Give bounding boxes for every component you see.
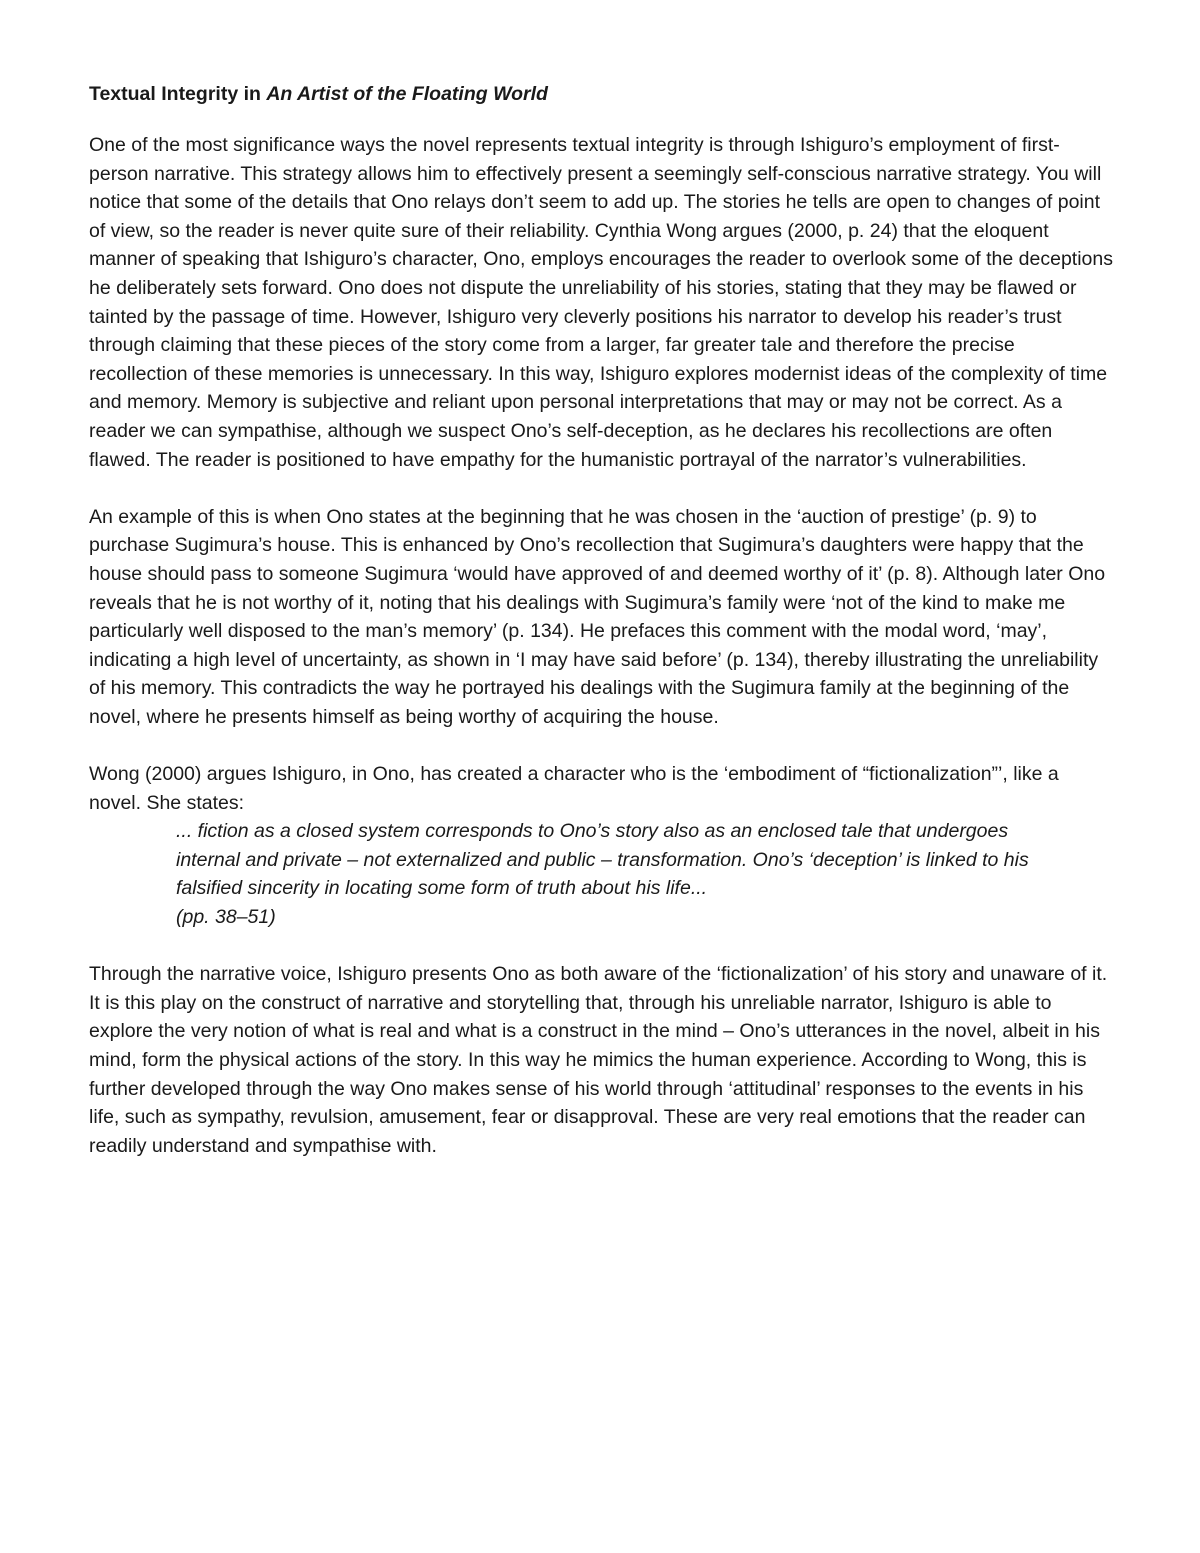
block-quote: [176, 817, 1056, 931]
title-book-name: An Artist of the Floating World: [266, 83, 548, 105]
title-prefix: Textual Integrity in: [89, 83, 267, 105]
paragraph-1: One of the most significance ways the novel represents textual integrity is through Ishiguro’s employment of first-person narrative. This strategy allows him to effectively present a seemingly self-conscious narrative strategy. You will notice that some of the details that Ono relays don’t seem to add up. The stories he tells are open to changes of point of view, so the reader is never quite sure of their reliability. Cynthia Wong argues (2000, p. 24) that the eloquent manner of speaking that Ishiguro’s character, Ono, employs encourages the reader to overlook some of the deceptions he deliberately sets forward. Ono does not dispute the unreliability of his stories, stating that they may be flawed or tainted by the passage of time. However, Ishiguro very cleverly positions his narrator to develop his reader’s trust through claiming that these pieces of the story come from a larger, far greater tale and therefore the precise recollection of these memories is unnecessary. In this way, Ishiguro explores modernist ideas of the complexity of time and memory. Memory is subjective and reliant upon personal interpretations that may or may not be correct. As a reader we can sympathise, although we suspect Ono’s self-deception, as he declares his recollections are often flawed. The reader is positioned to have empathy for the humanistic portrayal of the narrator’s vulnerabilities.: [89, 134, 1113, 471]
paragraph-3: Wong (2000) argues Ishiguro, in Ono, has created a character who is the ‘embodiment of “fictionalization”’, like a novel. She states:: [89, 763, 1059, 814]
block-quote-citation: (pp. 38–51): [176, 906, 276, 929]
document-page: [89, 80, 1113, 1160]
paragraph-2: An example of this is when Ono states at the beginning that he was chosen in the ‘auction of prestige’ (p. 9) to purchase Sugimura’s house. This is enhanced by Ono’s recollection that Sugimura’s daughters were happy that the house should pass to someone Sugimura ‘would have approved of and deemed worthy of it’ (p. 8). Although later Ono reveals that he is not worthy of it, noting that his dealings with Sugimura’s family were ‘not of the kind to make me particularly well disposed to the man’s memory’ (p. 134). He prefaces this comment with the modal word, ‘may’, indicating a high level of uncertainty, as shown in ‘I may have said before’ (p. 134), thereby illustrating the unreliability of his memory. This contradicts the way he portrayed his dealings with the Sugimura family at the beginning of the novel, where he presents himself as being worthy of acquiring the house.: [89, 505, 1106, 728]
document-title: [89, 80, 1113, 108]
block-quote-text: ... fiction as a closed system corresponds to Ono’s story also as an enclosed tale that undergoes internal and private – not externalized and public – transformation. Ono’s ‘deception’ is linked to his falsified sincerity in locating some form of truth about his life...: [176, 820, 1029, 900]
paragraph-final: Through the narrative voice, Ishiguro presents Ono as both aware of the ‘fictionalization’ of his story and unaware of it. It is this play on the construct of narrative and storytelling that, through his unreliable narrator, Ishiguro is able to explore the very notion of what is real and what is a construct in the mind – Ono’s utterances in the novel, albeit in his mind, form the physical actions of the story. In this way he mimics the human experience. According to Wong, this is further developed through the way Ono makes sense of his world through ‘attitudinal’ responses to the events in his life, such as sympathy, revulsion, amusement, fear or disapproval. These are very real emotions that the reader can readily understand and sympathise with.: [89, 963, 1108, 1157]
